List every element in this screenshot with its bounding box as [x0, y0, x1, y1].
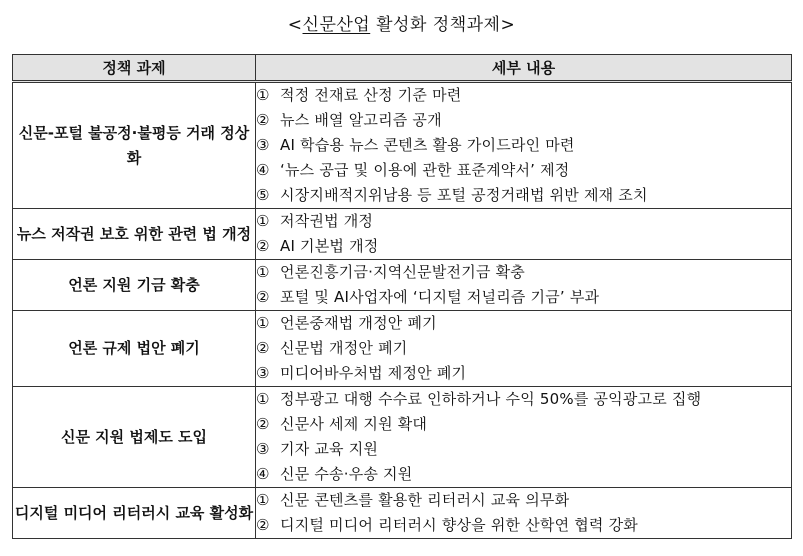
item-number: ②: [256, 111, 270, 129]
item-text: 신문 콘텐츠를 활용한 리터러시 교육 의무화: [280, 491, 570, 509]
item-number: ①: [256, 314, 270, 332]
table-body: [13, 82, 792, 539]
header-policy-task: 정책 과제: [13, 55, 256, 82]
item-text: 기자 교육 지원: [280, 440, 379, 458]
item-text: 포털 및 AI사업자에 ‘디지털 저널리즘 기금’ 부과: [280, 288, 600, 306]
item-text: 시장지배적지위남용 등 포털 공정거래법 위반 제재 조치: [280, 186, 648, 204]
table-row: [13, 82, 792, 209]
item-number: ④: [256, 161, 270, 179]
detail-item: [256, 133, 791, 158]
policy-task-cell: 뉴스 저작권 보호 위한 관련 법 개정: [13, 209, 256, 260]
detail-item: [256, 412, 791, 437]
item-text: 신문법 개정안 폐기: [280, 339, 408, 357]
item-text: 디지털 미디어 리터러시 향상을 위한 산학연 협력 강화: [280, 516, 638, 534]
item-text: 정부광고 대행 수수료 인하하거나 수익 50%를 공익광고로 집행: [280, 390, 702, 408]
item-number: ①: [256, 263, 270, 281]
header-details: 세부 내용: [256, 55, 792, 82]
detail-item: [256, 387, 791, 412]
table-row: [13, 311, 792, 387]
policy-task-cell: 언론 규제 법안 폐기: [13, 311, 256, 387]
details-cell: [256, 387, 792, 488]
detail-item: [256, 462, 791, 487]
detail-item: [256, 108, 791, 133]
item-text: 언론중재법 개정안 폐기: [280, 314, 437, 332]
policy-table: [12, 54, 792, 539]
item-number: ④: [256, 465, 270, 483]
detail-item: [256, 183, 791, 208]
detail-item: [256, 488, 791, 513]
document-title: [0, 10, 803, 35]
item-number: ①: [256, 212, 270, 230]
item-number: ③: [256, 136, 270, 154]
table-header-row: [13, 55, 792, 82]
item-text: 미디어바우처법 제정안 폐기: [280, 364, 467, 382]
item-text: 저작권법 개정: [280, 212, 374, 230]
table-row: [13, 488, 792, 539]
detail-item: [256, 158, 791, 183]
item-number: ③: [256, 440, 270, 458]
detail-item: [256, 437, 791, 462]
item-number: ①: [256, 86, 270, 104]
policy-task-cell: 디지털 미디어 리터러시 교육 활성화: [13, 488, 256, 539]
detail-item: [256, 311, 791, 336]
details-cell: [256, 260, 792, 311]
item-text: ‘뉴스 공급 및 이용에 관한 표준계약서’ 제정: [280, 161, 570, 179]
item-text: 신문사 세제 지원 확대: [280, 415, 428, 433]
policy-task-cell: 신문 지원 법제도 도입: [13, 387, 256, 488]
details-cell: [256, 82, 792, 209]
detail-item: [256, 285, 791, 310]
detail-item: [256, 513, 791, 538]
item-number: ②: [256, 288, 270, 306]
detail-item: [256, 361, 791, 386]
details-cell: [256, 209, 792, 260]
table-row: [13, 260, 792, 311]
item-number: ①: [256, 491, 270, 509]
policy-task-cell: 언론 지원 기금 확충: [13, 260, 256, 311]
item-number: ②: [256, 339, 270, 357]
detail-item: [256, 336, 791, 361]
policy-task-cell: 신문-포털 불공정·불평등 거래 정상화: [13, 82, 256, 209]
item-number: ②: [256, 516, 270, 534]
title-rest: 활성화 정책과제>: [370, 15, 516, 35]
details-cell: [256, 311, 792, 387]
table-row: [13, 387, 792, 488]
item-text: 언론진흥기금·지역신문발전기금 확충: [280, 263, 525, 281]
title-underlined: 신문산업: [302, 15, 371, 35]
detail-item: [256, 234, 791, 259]
item-text: AI 학습용 뉴스 콘텐츠 활용 가이드라인 마련: [280, 136, 575, 154]
item-number: ①: [256, 390, 270, 408]
title-prefix: <: [287, 15, 303, 35]
item-number: ②: [256, 237, 270, 255]
item-number: ③: [256, 364, 270, 382]
detail-item: [256, 260, 791, 285]
item-number: ⑤: [256, 186, 270, 204]
detail-item: [256, 209, 791, 234]
item-number: ②: [256, 415, 270, 433]
item-text: AI 기본법 개정: [280, 237, 379, 255]
details-cell: [256, 488, 792, 539]
detail-item: [256, 83, 791, 108]
item-text: 신문 수송·우송 지원: [280, 465, 413, 483]
item-text: 뉴스 배열 알고리즘 공개: [280, 111, 442, 129]
item-text: 적정 전재료 산정 기준 마련: [280, 86, 462, 104]
table-row: [13, 209, 792, 260]
